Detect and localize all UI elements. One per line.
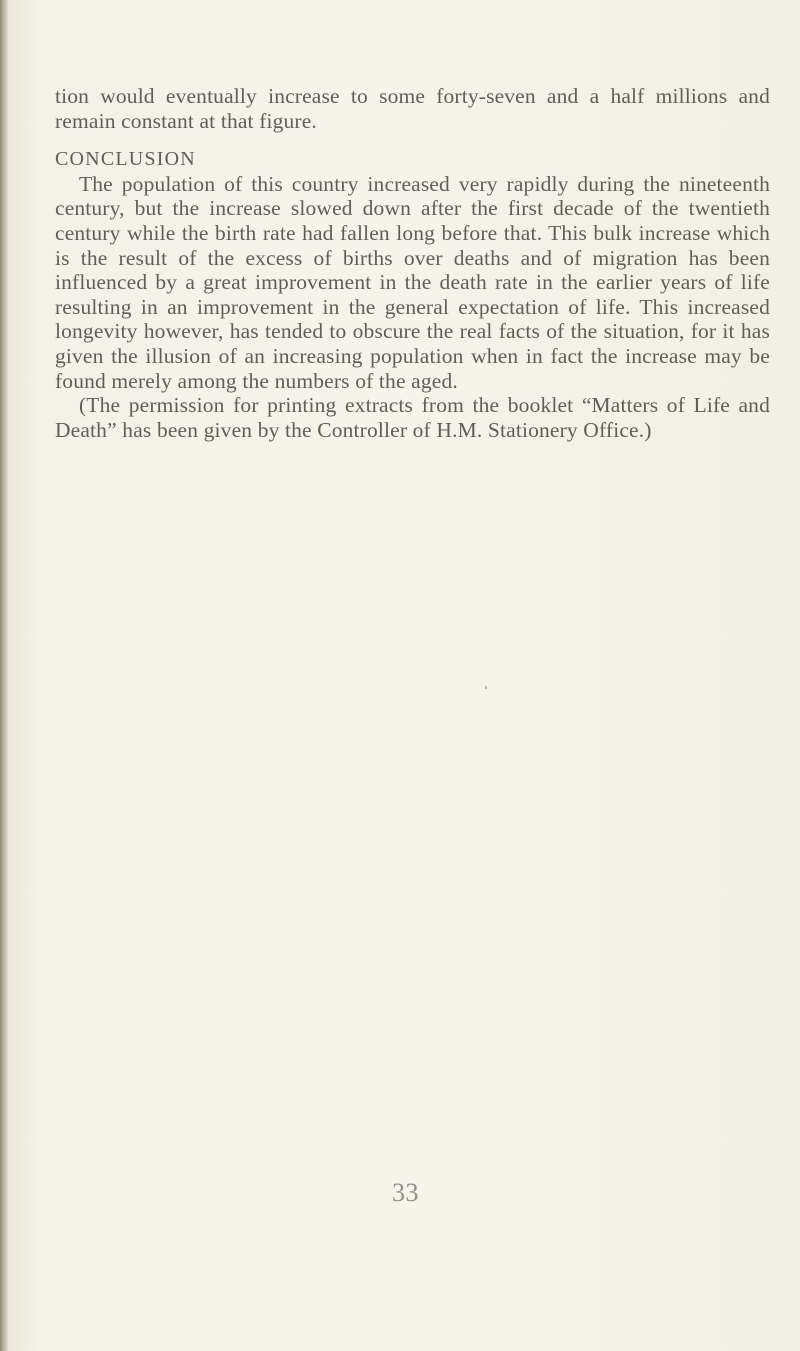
scan-speck (485, 686, 487, 689)
page-binding-edge (0, 0, 8, 1351)
body-text (55, 84, 770, 442)
permission-note: (The permission for printing extracts from the booklet “Matters of Life and Death” has been given by the Controller of H.M. Stationery Office.) (55, 393, 770, 442)
opening-paragraph: tion would eventually increase to some forty-seven and a half millions and remain constant at that figure. (55, 84, 770, 133)
page-number: 33 (392, 1178, 419, 1207)
section-heading: CONCLUSION (55, 148, 196, 171)
conclusion-paragraph: The population of this country increased very rapidly during the nineteenth century, but the increase slowed down after the first decade of the twentieth century while the birth rate had fallen long before that. This bulk increase which is the result of the excess of births over deaths and of migration has been influenced by a great improvement in the death rate in the earlier years of life resulting in an improvement in the general expectation of life. This increased longevity however, has tended to obscure the real facts of the situation, for it has given the illusion of an increasing population when in fact the increase may be found merely among the numbers of the aged. (55, 171, 770, 393)
